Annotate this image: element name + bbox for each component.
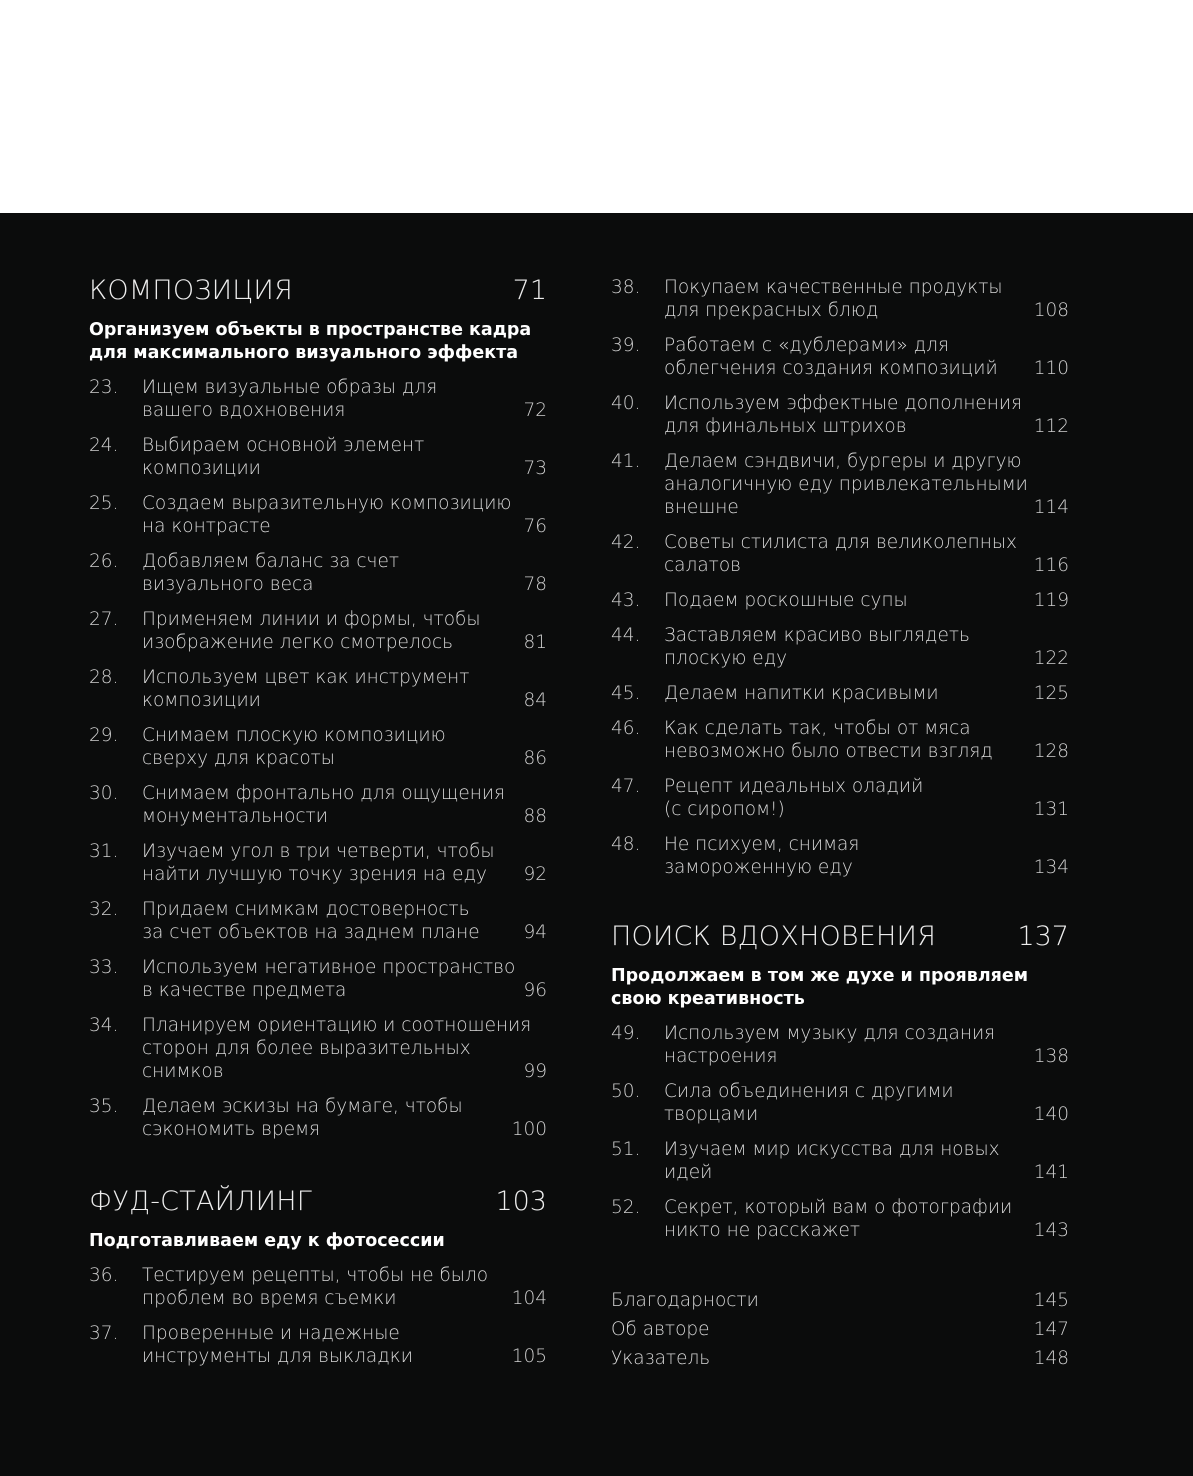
entry-title [142,1322,547,1368]
entry-title-line: Тестируем рецепты, чтобы не было [142,1265,489,1286]
toc-entry [611,334,1069,380]
entry-number: 35. [89,1096,119,1117]
entry-page-number: 96 [523,980,547,1001]
entry-page-number: 92 [523,864,547,885]
entry-page-number: 141 [1033,1162,1069,1183]
section-title: ПОИСК ВДОХНОВЕНИЯ [611,921,937,952]
entry-title [664,392,1069,438]
entry-page-number: 125 [1033,683,1069,704]
entries-list [89,1264,547,1368]
entry-title-line: Не психуем, снимая [664,834,860,855]
toc-entry [611,624,1069,670]
section-subtitle [611,965,1069,1011]
entry-title-line: Покупаем качественные продукты [664,277,1003,298]
toc-entry [611,531,1069,577]
entry-title-line: Работаем с «дублерами» для [664,335,949,356]
toc-entry [89,1264,547,1310]
entry-number: 43. [611,590,641,611]
toc-entry [611,276,1069,322]
toc-entry [89,782,547,828]
entry-title-line: Ищем визуальные образы для [142,377,438,398]
subtitle-line: Подготавливаем еду к фотосессии [89,1231,445,1251]
entry-title-line: Делаем напитки красивыми [664,683,939,704]
entry-title [142,492,547,538]
entry-title-line: монументальности [142,806,328,827]
subtitle-line: для максимального визуального эффекта [89,343,519,363]
toc-entry [89,492,547,538]
entry-title-line: для финальных штрихов [664,416,907,437]
entry-title-line: Секрет, который вам о фотографии [664,1197,1013,1218]
toc-entry [89,840,547,886]
section-subtitle [89,319,547,365]
entry-number: 44. [611,625,641,646]
entry-number: 39. [611,335,641,356]
entry-title-line: Как сделать так, чтобы от мяса [664,718,971,739]
entry-page-number: 105 [511,1346,547,1367]
entry-title-line: идей [664,1162,713,1183]
entry-title-line: проблем во время съемки [142,1288,397,1309]
toc-entry [89,608,547,654]
toc-entry [611,717,1069,763]
section-subtitle [89,1230,547,1253]
toc-entry [89,1095,547,1141]
entry-title-line: визуального веса [142,574,314,595]
entry-number: 51. [611,1139,641,1160]
section-header [611,921,1069,959]
entry-title-line: Подаем роскошные супы [664,590,908,611]
toc-entry [89,434,547,480]
entry-title [664,833,1069,879]
entry-title [664,450,1069,519]
entry-title-line: Заставляем красиво выглядеть [664,625,970,646]
entry-number: 38. [611,277,641,298]
toc-entry [611,392,1069,438]
entry-number: 32. [89,899,119,920]
entry-page-number: 104 [511,1288,547,1309]
back-matter-page: 147 [1033,1319,1069,1340]
entry-page-number: 84 [523,690,547,711]
entry-title [664,276,1069,322]
entry-title-line: никто не расскажет [664,1220,861,1241]
entry-number: 28. [89,667,119,688]
back-matter-label: Благодарности [611,1290,759,1311]
section-header [89,1186,547,1224]
entry-title-line: Создаем выразительную композицию [142,493,512,514]
subtitle-line: Организуем объекты в пространстве кадра [89,320,532,340]
entry-title-line: Делаем эскизы на бумаге, чтобы [142,1096,463,1117]
entry-page-number: 110 [1033,358,1069,379]
entry-title-line: Проверенные и надежные [142,1323,400,1344]
entry-title [142,782,547,828]
toc-entry [89,666,547,712]
toc-entry [611,450,1069,519]
entry-number: 27. [89,609,119,630]
entry-title [142,608,547,654]
toc-entry [89,1014,547,1083]
entry-number: 48. [611,834,641,855]
toc-entry [611,1138,1069,1184]
entry-title-line: внешне [664,497,739,518]
subtitle-line: Продолжаем в том же духе и проявляем [611,966,1029,986]
entry-number: 24. [89,435,119,456]
entry-title-line: Изучаем мир искусства для новых [664,1139,1000,1160]
entry-title-line: на контрасте [142,516,271,537]
back-matter-item [611,1286,1069,1315]
entry-page-number: 134 [1033,857,1069,878]
entry-page-number: 140 [1033,1104,1069,1125]
entry-title-line: Изучаем угол в три четверти, чтобы [142,841,495,862]
back-matter-label: Об авторе [611,1319,710,1340]
entry-title-line: творцами [664,1104,759,1125]
entry-title-line: Добавляем баланс за счет [142,551,399,572]
toc-left-column [89,275,547,1380]
top-blank-area [0,0,1193,213]
entries-list [611,1022,1069,1242]
entry-title-line: Используем музыку для создания [664,1023,996,1044]
entry-title [664,682,1069,705]
entry-title [664,1196,1069,1242]
toc-entry [89,1322,547,1368]
entry-number: 25. [89,493,119,514]
toc-entry [611,589,1069,612]
entry-number: 45. [611,683,641,704]
entry-page-number: 100 [511,1119,547,1140]
section-page: 71 [512,275,547,306]
back-matter-item [611,1315,1069,1344]
entry-title-line: невозможно было отвести взгляд [664,741,993,762]
entry-title [142,1264,547,1310]
entry-title-line: салатов [664,555,741,576]
entry-number: 49. [611,1023,641,1044]
entry-number: 46. [611,718,641,739]
entry-page-number: 72 [523,400,547,421]
back-matter-label: Указатель [611,1348,711,1369]
entry-title-line: (с сиропом!) [664,799,785,820]
section-food-styling [89,1186,547,1368]
entry-title-line: композиции [142,690,261,711]
section-inspiration [611,921,1069,1242]
entry-title [664,589,1069,612]
entry-title [142,376,547,422]
entry-title [664,1138,1069,1184]
entry-title-line: Используем цвет как инструмент [142,667,470,688]
back-matter-item [611,1344,1069,1373]
entry-title-line: найти лучшую точку зрения на еду [142,864,487,885]
entry-title-line: для прекрасных блюд [664,300,879,321]
entry-title-line: вашего вдохновения [142,400,346,421]
entry-title-line: Снимаем фронтально для ощущения [142,783,505,804]
entry-title-line: аналогичную еду привлекательными [664,474,1028,495]
entry-page-number: 73 [523,458,547,479]
entry-number: 47. [611,776,641,797]
entry-page-number: 78 [523,574,547,595]
entry-title-line: Планируем ориентацию и соотношения [142,1015,532,1036]
entry-title-line: за счет объектов на заднем плане [142,922,480,943]
entry-title-line: Рецепт идеальных оладий [664,776,924,797]
entry-title-line: Сила объединения с другими [664,1081,954,1102]
entry-title [664,775,1069,821]
toc-page [0,213,1193,1476]
entry-title [664,1022,1069,1068]
entry-title-line: Советы стилиста для великолепных [664,532,1017,553]
entry-title-line: композиции [142,458,261,479]
entry-title-line: Делаем сэндвичи, бургеры и другую [664,451,1022,472]
entry-page-number: 81 [523,632,547,653]
entry-title [142,1095,547,1141]
toc-entry [89,376,547,422]
entry-number: 41. [611,451,641,472]
entry-number: 31. [89,841,119,862]
entries-list [89,376,547,1141]
section-header [89,275,547,313]
toc-entry [89,898,547,944]
entry-title-line: облегчения создания композиций [664,358,998,379]
toc-entry [611,833,1069,879]
entry-title [142,666,547,712]
entry-title-line: Придаем снимкам достоверность [142,899,470,920]
entry-number: 36. [89,1265,119,1286]
section-title: КОМПОЗИЦИЯ [89,275,293,306]
entry-title-line: инструменты для выкладки [142,1346,413,1367]
entry-number: 52. [611,1197,641,1218]
entry-page-number: 94 [523,922,547,943]
entry-title-line: сэкономить время [142,1119,320,1140]
entry-number: 42. [611,532,641,553]
entry-title [142,434,547,480]
entry-number: 37. [89,1323,119,1344]
entry-title-line: замороженную еду [664,857,853,878]
entry-title-line: настроения [664,1046,778,1067]
entry-page-number: 86 [523,748,547,769]
entry-title [142,550,547,596]
entry-title [142,898,547,944]
entry-number: 30. [89,783,119,804]
entry-page-number: 122 [1033,648,1069,669]
toc-entry [611,1022,1069,1068]
entry-title-line: Снимаем плоскую композицию [142,725,446,746]
entry-number: 23. [89,377,119,398]
entry-title [142,956,547,1002]
entry-title [142,840,547,886]
entry-page-number: 138 [1033,1046,1069,1067]
subtitle-line: свою креативность [611,989,805,1009]
entry-page-number: 114 [1033,497,1069,518]
section-page: 103 [495,1186,547,1217]
entry-page-number: 76 [523,516,547,537]
toc-entry [611,1196,1069,1242]
toc-entry [89,956,547,1002]
entry-page-number: 116 [1033,555,1069,576]
entry-title-line: в качестве предмета [142,980,347,1001]
toc-right-column [611,276,1069,1373]
entry-number: 29. [89,725,119,746]
back-matter-page: 148 [1033,1348,1069,1369]
entry-title-line: Используем эффектные дополнения [664,393,1023,414]
entry-title-line: снимков [142,1061,224,1082]
toc-entry [611,775,1069,821]
back-matter-page: 145 [1033,1290,1069,1311]
entry-title [664,531,1069,577]
entry-page-number: 88 [523,806,547,827]
entry-title-line: Применяем линии и формы, чтобы [142,609,481,630]
entry-title-line: изображение легко смотрелось [142,632,454,653]
entry-title [142,1014,547,1083]
entry-page-number: 119 [1033,590,1069,611]
entries-list [611,276,1069,879]
entry-title [142,724,547,770]
entry-page-number: 112 [1033,416,1069,437]
toc-entry [611,682,1069,705]
back-matter-list [611,1286,1069,1373]
entry-title [664,624,1069,670]
entry-number: 34. [89,1015,119,1036]
entry-title-line: плоскую еду [664,648,788,669]
entry-page-number: 131 [1033,799,1069,820]
entry-page-number: 128 [1033,741,1069,762]
entry-number: 40. [611,393,641,414]
entry-title-line: Выбираем основной элемент [142,435,425,456]
entry-number: 50. [611,1081,641,1102]
entry-number: 26. [89,551,119,572]
entry-title-line: сверху для красоты [142,748,335,769]
entry-title-line: сторон для более выразительных [142,1038,471,1059]
toc-entry [89,550,547,596]
section-page: 137 [1017,921,1069,952]
entry-page-number: 108 [1033,300,1069,321]
section-composition [89,275,547,1141]
entry-number: 33. [89,957,119,978]
entry-title [664,717,1069,763]
entry-title [664,1080,1069,1126]
toc-entry [611,1080,1069,1126]
entry-title-line: Используем негативное пространство [142,957,516,978]
section-title: ФУД-СТАЙЛИНГ [89,1186,313,1217]
toc-entry [89,724,547,770]
entry-page-number: 99 [523,1061,547,1082]
entry-title [664,334,1069,380]
entry-page-number: 143 [1033,1220,1069,1241]
